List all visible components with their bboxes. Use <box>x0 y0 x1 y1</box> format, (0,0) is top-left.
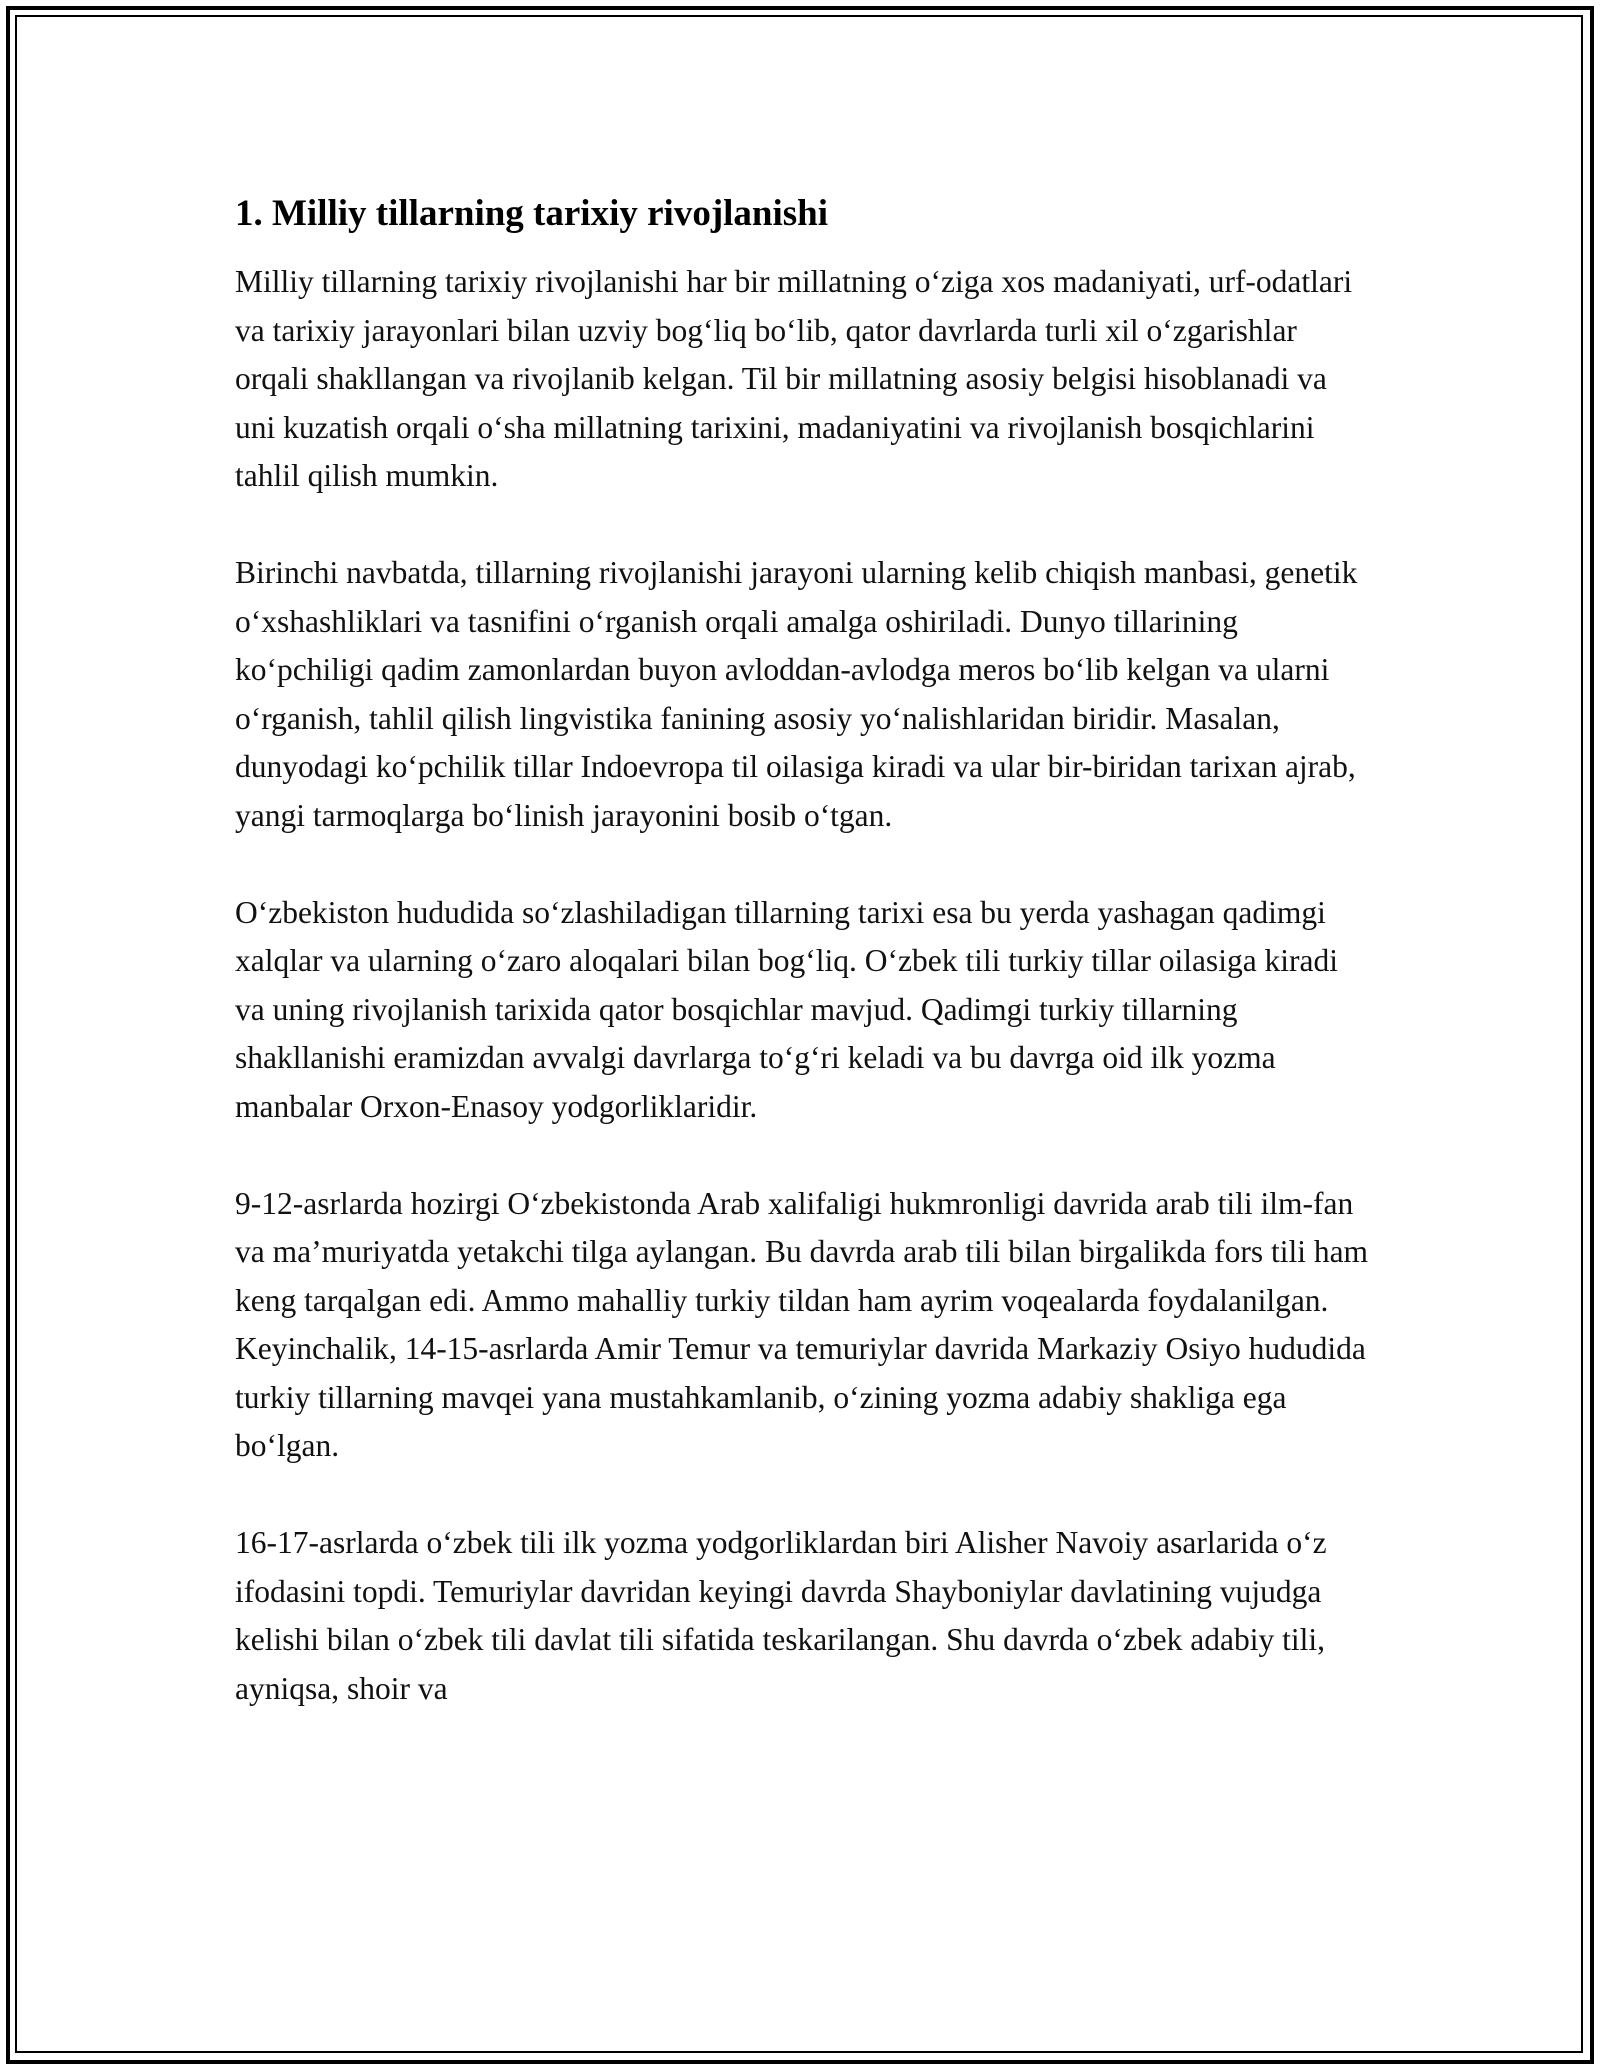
paragraph-1: Milliy tillarning tarixiy rivojlanishi har bir millatning o‘ziga xos madaniyati, urf-odatlari va tarixiy jarayonlari bilan uzviy bog‘liq bo‘lib, qator davrlarda turli xil o‘zgarishlar orqali shakllangan va rivojlanib kelgan. Til bir millatning asosiy belgisi hisoblanadi va uni kuzatish orqali o‘sha millatning tarixini, madaniyatini va rivojlanish bosqichlarini tahlil qilish mumkin. <box>235 264 1353 493</box>
paragraph-2: Birinchi navbatda, tillarning rivojlanishi jarayoni ularning kelib chiqish manbasi, genetik o‘xshashliklari va tasnifini o‘rganish orqali amalga oshiriladi. Dunyo tillarining ko‘pchiligi qadim zamonlardan buyon avloddan-avlodga meros bo‘lib kelgan va ularni o‘rganish, tahlil qilish lingvistika fanining asosiy yo‘nalishlaridan biridir. Masalan, dunyodagi ko‘pchilik tillar Indoevropa til oilasiga kiradi va ular bir-biridan tarixan ajrab, yangi tarmoqlarga bo‘linish jarayonini bosib o‘tgan. <box>235 555 1358 833</box>
section-heading: 1. Milliy tillarning tarixiy rivojlanishi <box>235 193 829 234</box>
paragraph-5: 16-17-asrlarda o‘zbek tili ilk yozma yodgorliklardan biri Alisher Navoiy asarlarida o‘z ifodasini topdi. Temuriylar davridan keyingi davrda Shayboniylar davlatining vujudga kelishi bilan o‘zbek tili davlat tili sifatida teskarilangan. Shu davrda o‘zbek adabiy tili, ayniqsa, shoir va <box>235 1525 1327 1706</box>
document-body <box>235 190 1370 1713</box>
paragraph-4: 9-12-asrlarda hozirgi O‘zbekistonda Arab xalifaligi hukmronligi davrida arab tili ilm-fan va ma’muriyatda yetakchi tilga aylangan. Bu davrda arab tili bilan birgalikda fors tili ham keng tarqalgan edi. Ammo mahalliy turkiy tildan ham ayrim voqealarda foydalanilgan. Keyinchalik, 14-15-asrlarda Amir Temur va temuriylar davrida Markaziy Osiyo hududida turkiy tillarning mavqei yana mustahkamlanib, o‘zining yozma adabiy shakliga ega bo‘lgan. <box>235 1185 1369 1463</box>
paragraph-3: O‘zbekiston hududida so‘zlashiladigan tillarning tarixi esa bu yerda yashagan qadimgi xalqlar va ularning o‘zaro aloqalari bilan bog‘liq. O‘zbek tili turkiy tillar oilasiga kiradi va uning rivojlanish tarixida qator bosqichlar mavjud. Qadimgi turkiy tillarning shakllanishi eramizdan avvalgi davrlarga to‘g‘ri keladi va bu davrga oid ilk yozma manbalar Orxon-Enasoy yodgorliklaridir. <box>235 894 1339 1124</box>
